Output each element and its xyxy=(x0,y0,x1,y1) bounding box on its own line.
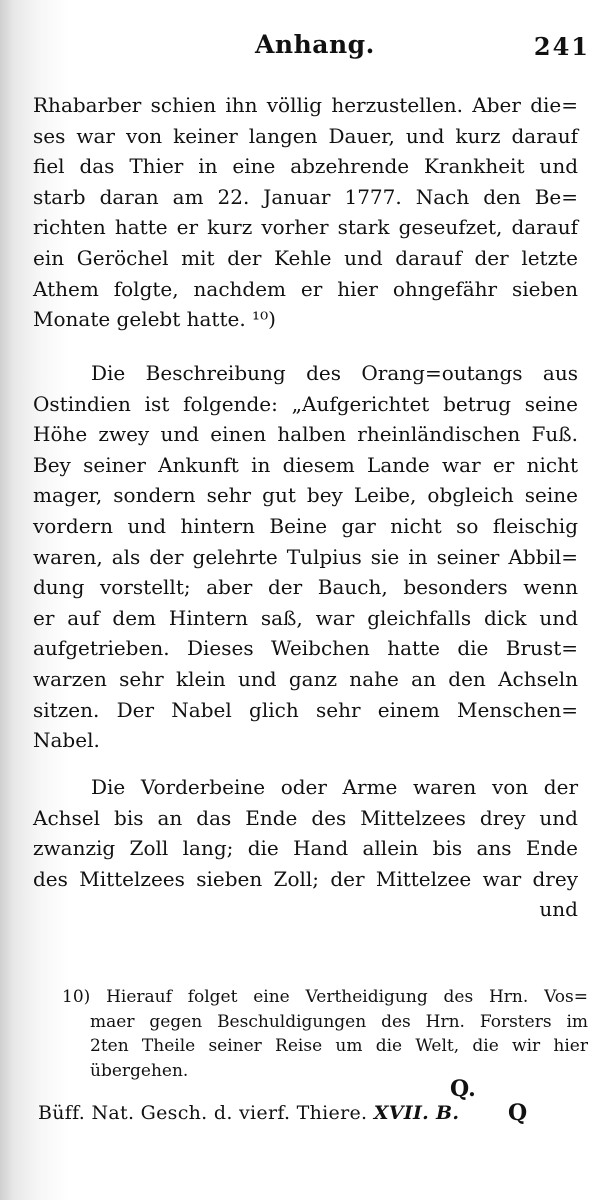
footnote-line: 10) Hierauf folget eine Vertheidigung des Hrn. Vos= xyxy=(62,987,588,1007)
text-line: fiel das Thier in eine abzehrende Krankheit und xyxy=(33,154,578,179)
footnote-line: übergehen. xyxy=(90,1060,189,1081)
text-line: Monate gelebt hatte. ¹⁰) xyxy=(33,307,276,332)
text-line: waren, als der gelehrte Tulpius sie in seiner Abbil= xyxy=(33,544,578,569)
page-number: 241 xyxy=(533,32,590,61)
volume-imprint xyxy=(38,1102,459,1124)
text-line: dung vorstellt; aber der Bauch, besonders wenn xyxy=(33,575,578,600)
text-line: zwanzig Zoll lang; die Hand allein bis ans Ende xyxy=(33,836,578,861)
text-line: Nabel. xyxy=(33,728,100,753)
text-line: sitzen. Der Nabel glich sehr einem Menschen= xyxy=(33,697,578,722)
paragraph-2 xyxy=(33,358,578,756)
text-line: richten hatte er kurz vorher stark geseufzet, darauf xyxy=(33,215,578,240)
imprint-title: Büff. Nat. Gesch. d. vierf. Thiere. xyxy=(38,1102,368,1124)
text-line: mager, sondern sehr gut bey Leibe, obgleich seine xyxy=(33,483,578,508)
paragraph-1 xyxy=(33,90,578,335)
text-line: starb daran am 22. Januar 1777. Nach den Be= xyxy=(33,184,578,209)
paragraph-3 xyxy=(33,772,578,925)
text-line: Die Beschreibung des Orang=outangs aus xyxy=(91,361,578,385)
text-line: Achsel bis an das Ende des Mittelzees drey und xyxy=(33,805,578,830)
imprint-volume: XVII. B. xyxy=(373,1102,460,1124)
text-line: ses war von keiner langen Dauer, und kurz darauf xyxy=(33,123,578,148)
text-line: Athem folgte, nachdem er hier ohngefähr sieben xyxy=(33,276,578,301)
catchword: und xyxy=(539,897,578,922)
footnote-line: 2ten Theile seiner Reise um die Welt, die wir hier xyxy=(90,1036,588,1056)
text-line: Rhabarber schien ihn völlig herzustellen. Aber die= xyxy=(33,93,578,117)
text-line: Ostindien ist folgende: „Aufgerichtet betrug seine xyxy=(33,391,578,416)
signature-letter: Q xyxy=(508,1100,528,1126)
text-line: aufgetrieben. Dieses Weibchen hatte die Brust= xyxy=(33,636,578,661)
footnote-line: maer gegen Beschuldigungen des Hrn. Forsters im xyxy=(90,1011,588,1032)
text-line: Höhe zwey und einen halben rheinländischen Fuß. xyxy=(33,422,578,447)
text-line: ein Geröchel mit der Kehle und darauf der letzte xyxy=(33,245,578,270)
text-line: des Mittelzees sieben Zoll; der Mittelzee war drey xyxy=(33,866,578,891)
footnote xyxy=(62,985,588,1083)
text-line: er auf dem Hintern saß, war gleichfalls dick und xyxy=(33,605,578,630)
signature-mark: Q. xyxy=(450,1076,476,1102)
text-line: warzen sehr klein und ganz nahe an den Achseln xyxy=(33,666,578,691)
text-line: vordern und hintern Beine gar nicht so fleischig xyxy=(33,513,578,538)
page-header xyxy=(30,30,590,70)
running-head: Anhang. xyxy=(255,30,375,59)
text-line: Bey seiner Ankunft in diesem Lande war er nicht xyxy=(33,452,578,477)
text-line: Die Vorderbeine oder Arme waren von der xyxy=(91,775,578,799)
